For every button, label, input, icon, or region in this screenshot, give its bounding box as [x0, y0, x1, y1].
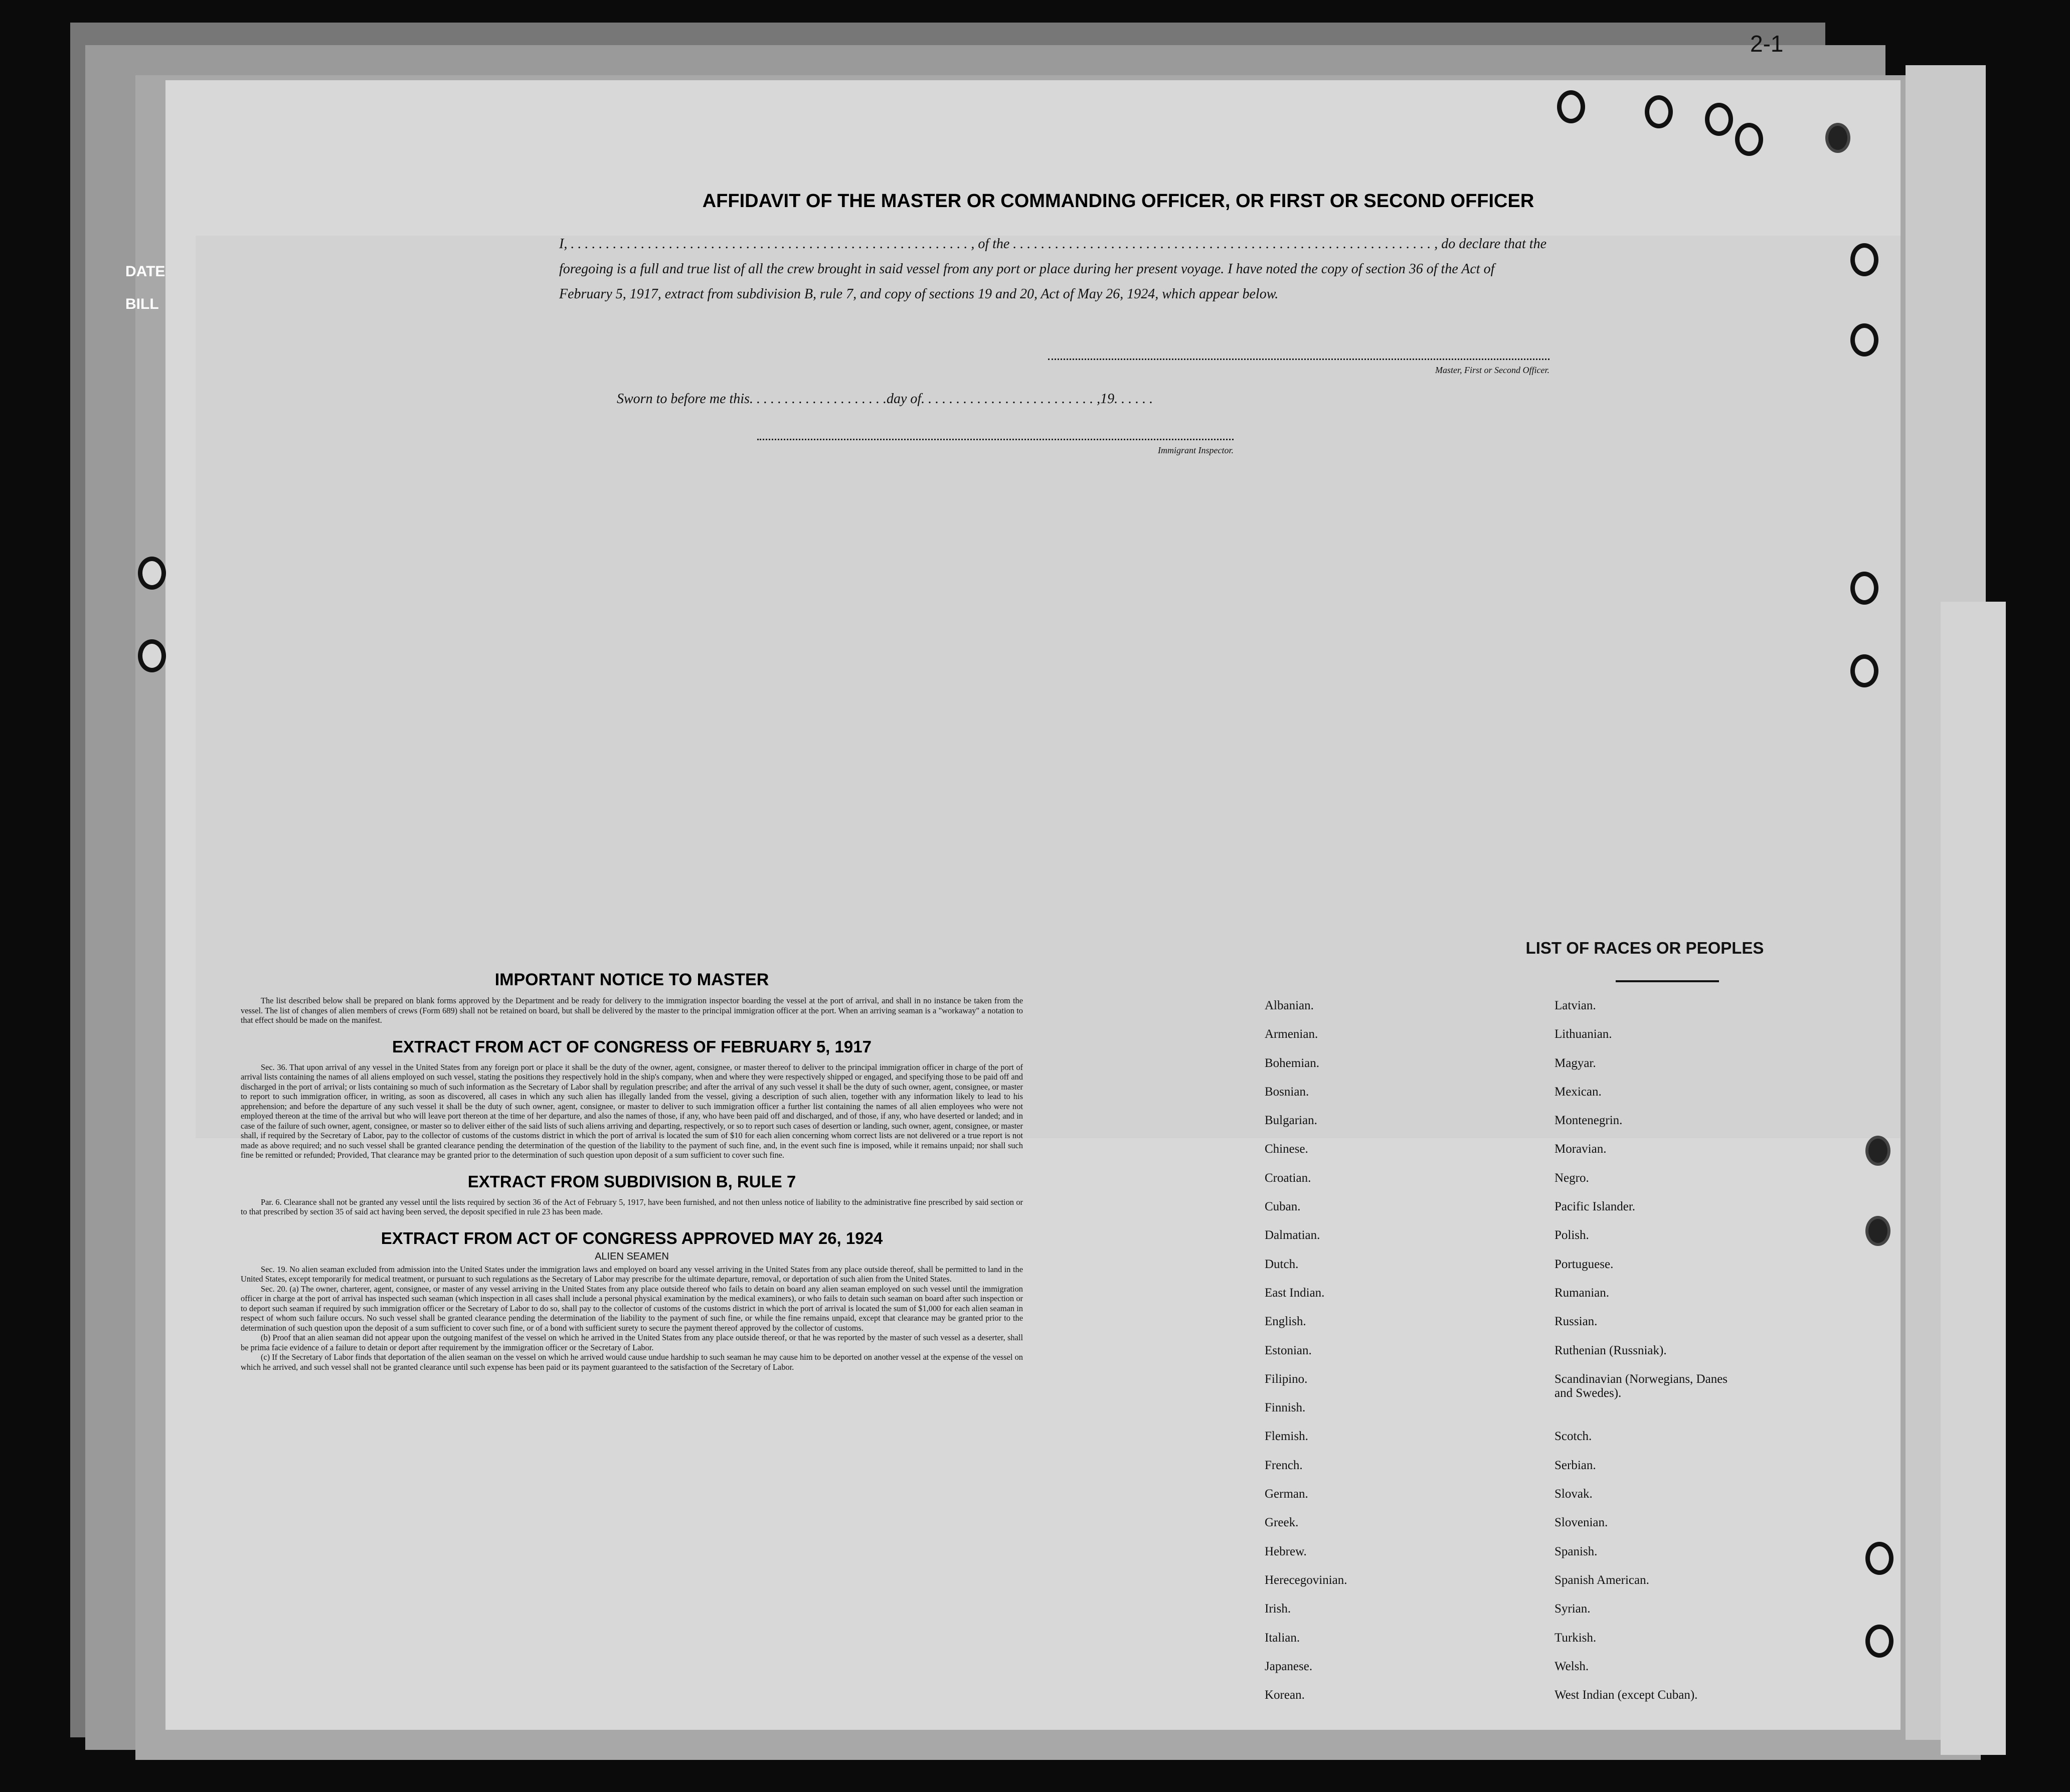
race-item: Scandinavian (Norwegians, Danes and Swedes).: [1555, 1372, 1728, 1400]
race-item: Spanish American.: [1555, 1573, 1649, 1587]
race-item: Italian.: [1265, 1631, 1300, 1645]
race-item: Korean.: [1265, 1688, 1305, 1702]
race-item: Russian.: [1555, 1315, 1598, 1329]
races-heading-rule: [1616, 980, 1719, 982]
master-signature-caption: Master, First or Second Officer.: [1435, 365, 1549, 375]
extract-rule7-body: Par. 6. Clearance shall not be granted any vessel until the lists required by section 36 of the Act of February 5, 1917, have been furnished, and not then unless notice of liability to the administrative fine prescribed by said section or to that prescribed by section 35 of said act having been served, the deposit specified in rule 23 has been made.: [241, 1197, 1023, 1216]
race-item: Syrian.: [1555, 1602, 1591, 1616]
notice-heading: IMPORTANT NOTICE TO MASTER: [494, 970, 769, 989]
race-item: Flemish.: [1265, 1429, 1308, 1444]
extract-1924-sec19: Sec. 19. No alien seaman excluded from admission into the United States under the immigration laws and employed on board any vessel arriving in the United States from any place outside thereof, shall be permitted to land in the United States, except temporarily for medical treatment, or pursuant to such regulations as the Secretary of Labor may prescribe for the ultimate departure, removal, or deportation of such alien from the United States.: [241, 1264, 1023, 1284]
punch-hole-icon: [1645, 95, 1673, 128]
affidavit-title: AFFIDAVIT OF THE MASTER OR COMMANDING OFFICER, OR FIRST OR SECOND OFFICER: [702, 191, 1534, 212]
punch-hole-icon: [1865, 1625, 1893, 1658]
race-item: Albanian.: [1265, 999, 1314, 1012]
punch-hole-icon: [1850, 572, 1878, 605]
race-item: Pacific Islander.: [1555, 1200, 1636, 1214]
underlying-date-label: DATE: [125, 263, 165, 280]
races-list-right: [1555, 999, 1735, 1717]
race-item: Greek.: [1265, 1516, 1299, 1530]
punch-hole-icon: [1865, 1136, 1890, 1166]
race-item: Filipino.: [1265, 1372, 1308, 1386]
race-item: Spanish.: [1555, 1544, 1598, 1558]
race-item: Serbian.: [1555, 1458, 1596, 1472]
race-item: Finnish.: [1265, 1401, 1306, 1415]
punch-hole-icon: [1705, 103, 1733, 136]
legal-notices: [241, 970, 1023, 1372]
master-signature-line: [1048, 359, 1549, 360]
race-item: Bosnian.: [1265, 1085, 1309, 1099]
race-item: Negro.: [1555, 1171, 1589, 1185]
page-number: 2-1: [1750, 31, 1784, 57]
notice-body: The list described below shall be prepared on blank forms approved by the Department and be ready for delivery to the immigration inspector boarding the vessel at the port of arrival, and shall in no instance be taken from the vessel. The list of changes of alien members of crews (Form 689) shall not be retained on board, but shall be delivered by the master to the principal immigration officer at the port. When an arriving seaman is a "workaway" a notation to that effect should be made on the manifest.: [241, 996, 1023, 1025]
race-item: Polish.: [1555, 1228, 1589, 1242]
extract-rule7-heading: EXTRACT FROM SUBDIVISION B, RULE 7: [467, 1172, 796, 1191]
race-item: Turkish.: [1555, 1631, 1597, 1645]
extract-1917-heading: EXTRACT FROM ACT OF CONGRESS OF FEBRUARY 5, 1917: [392, 1037, 872, 1056]
race-item: Welsh.: [1555, 1659, 1589, 1673]
race-item: Irish.: [1265, 1602, 1291, 1616]
extract-1917-body: Sec. 36. That upon arrival of any vessel in the United States from any foreign port or place it shall be the duty of the owner, agent, consignee, or master thereof to deliver to the principal immigration officer in charge of the port of arrival lists containing the names of all aliens employed on such vessel, stating the positions they respectively hold in the ship's company, when and where they were respectively shipped or engaged, and specifying those to be paid off and discharged in the port of arrival; or lists containing so much of such information as the Secretary of Labor shall by regulation prescribe; and after the arrival of any such vessel it shall be the duty of such owner, agent, consignee, or master to report to such immigration officer, in writing, as soon as discovered, all cases in which any such alien has illegally landed from the vessel, giving a description of such alien, together with any information likely to lead to his apprehension; and before the departure of any such vessel it shall be the duty of such owner, agent, consignee, or master to deliver to such immigration officer a further list containing the names of all alien employees who were not employed thereon at the time of the arrival but who will leave port thereon at the time of her departure, and also the names of those, if any, who have been paid off and discharged, and of those, if any, who have deserted or landed; and in case of the failure of such owner, agent, consignee, or master so to deliver either of the said lists of such aliens arriving and departing, respectively, or so to report such cases of desertion or landing, such owner, agent, consignee, or master shall, if required by the Secretary of Labor, pay to the collector of customs of the customs district in which the port of arrival is located the sum of $10 for each alien concerning whom correct lists are not delivered or a true report is not made as above required; and no such vessel shall be granted clearance pending the determination of the question of the liability to the payment of such fine, and, in the event such fine is imposed, while it remains unpaid; nor shall such fine be remitted or refunded; Provided, That clearance may be granted prior to the determination of such question upon deposit of a sum sufficient to cover such fine.: [241, 1062, 1023, 1160]
races-list-left: [1265, 999, 1347, 1717]
race-item: Cuban.: [1265, 1200, 1301, 1214]
punch-hole-icon: [1825, 123, 1850, 153]
race-item: Bulgarian.: [1265, 1114, 1317, 1128]
punch-hole-icon: [138, 639, 166, 672]
race-item: Dalmatian.: [1265, 1228, 1320, 1242]
race-item: Bohemian.: [1265, 1056, 1320, 1070]
inspector-signature-caption: Immigrant Inspector.: [1158, 445, 1234, 455]
race-item: Scotch.: [1555, 1429, 1592, 1444]
inspector-signature-line: [757, 439, 1234, 440]
race-item: English.: [1265, 1315, 1306, 1329]
punch-hole-icon: [1865, 1216, 1890, 1246]
race-item: Slovenian.: [1555, 1516, 1608, 1530]
punch-hole-icon: [1850, 654, 1878, 687]
race-item: Croatian.: [1265, 1171, 1311, 1185]
extract-1924-sec20c: (c) If the Secretary of Labor finds that deportation of the alien seaman on the vessel on which he arrived would cause undue hardship to such seaman he may cause him to be deported on another vessel at the expense of the vessel on which he arrived, and such vessel shall not be granted clearance until such expense has been paid or its payment guaranteed to the satisfaction of the Secretary of Labor.: [241, 1352, 1023, 1372]
punch-hole-icon: [138, 557, 166, 590]
race-item: Chinese.: [1265, 1142, 1308, 1156]
punch-hole-icon: [1850, 243, 1878, 276]
race-item: Lithuanian.: [1555, 1027, 1612, 1041]
punch-hole-icon: [1850, 323, 1878, 356]
underlying-bill-label: BILL: [125, 296, 159, 312]
race-item: Dutch.: [1265, 1257, 1299, 1271]
race-item: Hebrew.: [1265, 1544, 1307, 1558]
races-heading: LIST OF RACES OR PEOPLES: [1525, 939, 1764, 957]
race-item: German.: [1265, 1487, 1308, 1501]
race-item: Estonian.: [1265, 1343, 1312, 1357]
extract-1924-heading: EXTRACT FROM ACT OF CONGRESS APPROVED MAY 26, 1924: [381, 1228, 883, 1247]
race-item: Mexican.: [1555, 1085, 1602, 1099]
race-item: Moravian.: [1555, 1142, 1607, 1156]
race-item: Rumanian.: [1555, 1286, 1610, 1300]
race-item: Japanese.: [1265, 1659, 1313, 1673]
extract-1924-sec20b: (b) Proof that an alien seaman did not appear upon the outgoing manifest of the vessel on which he arrived in the United States from any place outside thereof, or that he was reported by the master of such vessel as a deserter, shall be prima facie evidence of a failure to detain or deport after requirement by the immigration officer or the Secretary of Labor.: [241, 1333, 1023, 1352]
race-item: Portuguese.: [1555, 1257, 1614, 1271]
race-item: Armenian.: [1265, 1027, 1318, 1041]
sheet-edge-right-lower: [1941, 602, 2006, 1755]
extract-1924-sec20a: Sec. 20. (a) The owner, charterer, agent, consignee, or master of any vessel arriving in the United States from any place outside thereof who fails to detain on board any alien seaman employed on such vessel until the immigration officer in charge at the port of arrival has inspected such seaman (which inspection in all cases shall include a personal physical examination by the medical examiners), or who fails to detain such seaman on board after such inspection or to deport such seaman if required by such immigration officer or the Secretary of Labor to do so, shall pay to the collector of customs of the customs district in which the port of arrival is located the sum of $1,000 for each alien seaman in respect of whom such failure occurs. No such vessel shall be granted clearance pending the determination of the liability to the payment of such fine, or while the fine remains unpaid, except that clearance may be granted prior to the determination of such question upon the deposit of a sum sufficient to cover such fine, or of a bond with sufficient surety to secure the payment thereof approved by the collector of customs.: [241, 1284, 1023, 1333]
race-item: Montenegrin.: [1555, 1114, 1623, 1128]
punch-hole-icon: [1557, 90, 1585, 123]
race-item: Slovak.: [1555, 1487, 1593, 1501]
punch-hole-icon: [1735, 123, 1763, 156]
race-item: West Indian (except Cuban).: [1555, 1688, 1698, 1702]
race-item: Ruthenian (Russniak).: [1555, 1343, 1667, 1357]
sworn-statement: Sworn to before me this. . . . . . . . . . . . . . . . . . . .day of. . . . . . . . . . . . . . . . . . . . . . . . . ,19. . . . . .: [617, 391, 1153, 407]
affidavit-declaration: I, . . . . . . . . . . . . . . . . . . . . . . . . . . . . . . . . . . . . . . . . . . . . . . . . . . . . . . . . . , of the . . . . . . . . . . . . . . . . . . . . . . . . . . . . . . . . . . . . . . . . . . . . . . . . . . . . . . . . . . . . , do declare that the foregoing is a full and true list of all the crew brought in said vessel from any port or place during her present voyage. I have noted the copy of section 36 of the Act of February 5, 1917, extract from subdivision B, rule 7, and copy of sections 19 and 20, Act of May 26, 1924, which appear below.: [559, 236, 1546, 302]
race-item: East Indian.: [1265, 1286, 1325, 1300]
race-item: Herecegovinian.: [1265, 1573, 1347, 1587]
punch-hole-icon: [1865, 1542, 1893, 1575]
race-item: Latvian.: [1555, 999, 1596, 1012]
race-item: French.: [1265, 1458, 1303, 1472]
alien-seamen-subheading: ALIEN SEAMEN: [595, 1250, 669, 1262]
race-item: Magyar.: [1555, 1056, 1596, 1070]
manifest-sheet: [165, 80, 1901, 1730]
